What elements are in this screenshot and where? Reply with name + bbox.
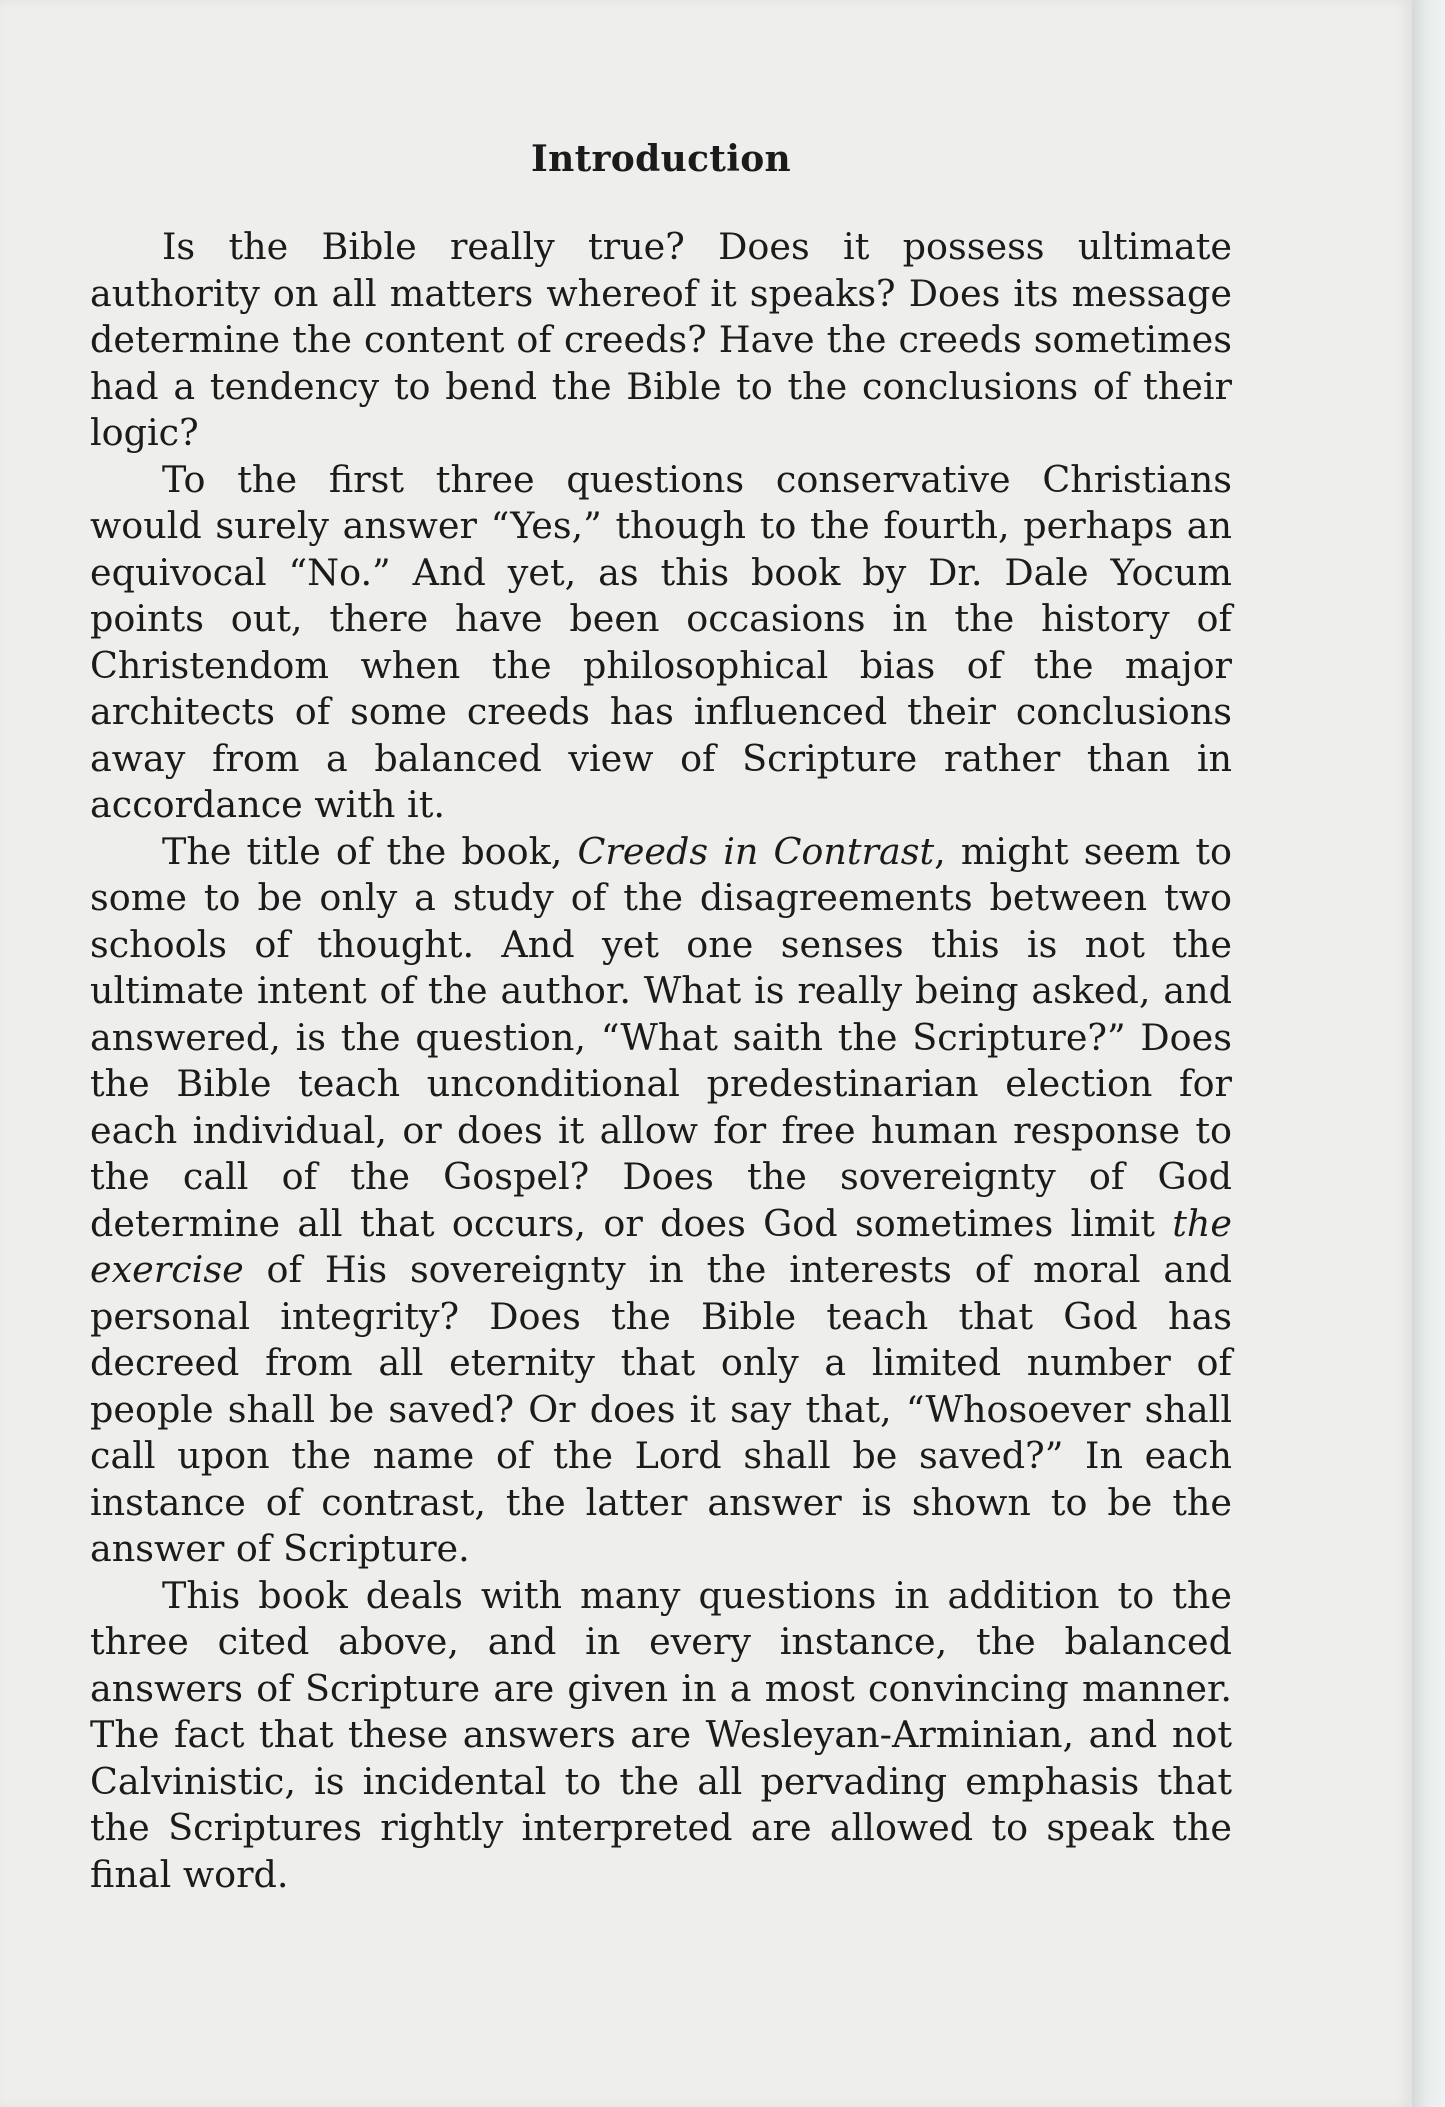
- page-edge: [1412, 0, 1445, 2107]
- paragraph-text: The title of the book,: [162, 829, 578, 873]
- paragraph-text: Is the Bible really true? Does it possess ultimate authority on all matters whereof it speaks? Does its message determine the content of creeds? Have the creeds sometimes had a tendency to bend the Bible to the conclusions of their logic?: [90, 225, 1232, 454]
- paragraph: [90, 457, 1232, 829]
- body-text: [90, 224, 1232, 1898]
- page-text: [90, 138, 1232, 1898]
- paragraph-text: , might seem to some to be only a study of the disagreements between two schools of thought. And yet one senses this is not the ultimate intent of the author. What is really being asked, and answered, is the question, “What saith the Scripture?” Does the Bible teach unconditional predestinarian election for each individual, or does it allow for free human response to the call of the Gospel? Does the sovereignty of God determine all that occurs, or does God sometimes limit: [90, 829, 1232, 1245]
- paragraph: [90, 1573, 1232, 1899]
- paragraph: [90, 224, 1232, 457]
- paragraph: [90, 829, 1232, 1573]
- paragraph-text: of His sovereignty in the interests of moral and personal integrity? Does the Bible teach that God has decreed from all eternity that only a limited number of people shall be saved? Or does it say that, “Whosoever shall call upon the name of the Lord shall be saved?” In each instance of contrast, the latter answer is shown to be the answer of Scripture.: [90, 1248, 1232, 1570]
- paragraph-text: To the first three questions conservative Christians would surely answer “Yes,” though to the fourth, perhaps an equivocal “No.” And yet, as this book by Dr. Dale Yocum points out, there have been occasions in the history of Christendom when the philosophical bias of the major architects of some creeds has influenced their conclusions away from a balanced view of Scripture rather than in accordance with it.: [90, 457, 1232, 826]
- italic-text: Creeds in Contrast: [577, 829, 935, 873]
- italic-text: the exercise: [90, 1201, 1232, 1291]
- paragraph-text: This book deals with many questions in addition to the three cited above, and in every instance, the balanced answers of Scripture are given in a most convincing manner. The fact that these answers are Wesleyan-Arminian, and not Calvinistic, is incidental to the all pervading emphasis that the Scriptures rightly interpreted are allowed to speak the final word.: [90, 1573, 1232, 1896]
- page-heading: Introduction: [531, 138, 791, 180]
